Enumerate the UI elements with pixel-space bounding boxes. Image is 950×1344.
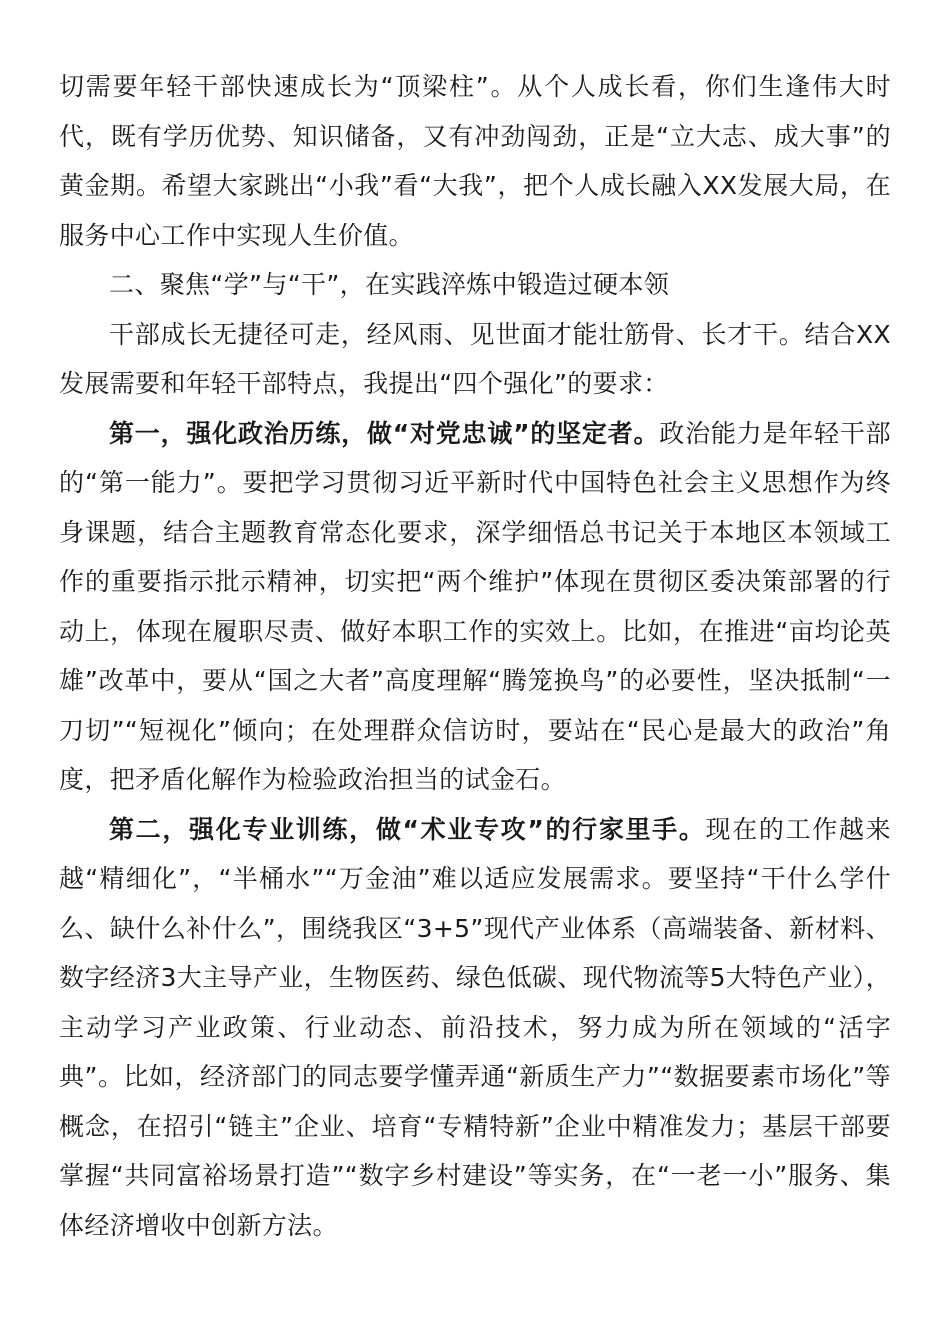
document-body [59,62,891,1250]
section-heading-2-text: 二、聚焦“学”与“干”，在实践淬炼中锻造过硬本领 [109,270,670,299]
paragraph-5-text: 现在的工作越来越“精细化”，“半桶水”“万金油”难以适应发展需求。要坚持“干什么学什么、缺什么补什么”，围绕我区“3+5”现代产业体系（高端装备、新材料、数字经济3大主导产业，生物医药、绿色低碳、现代物流等5大特色产业），主动学习产业政策、行业动态、前沿技术，努力成为所在领域的“活字典”。比如，经济部门的同志要学懂弄通“新质生产力”“数据要素市场化”等概念，在招引“链主”企业、培育“专精特新”企业中精准发力；基层干部要掌握“共同富裕场景打造”“数字乡村建设”等实务，在“一老一小”服务、集体经济增收中创新方法。 [59,814,891,1240]
paragraph-4-text: 政治能力是年轻干部的“第一能力”。要把学习贯彻习近平新时代中国特色社会主义思想作为终身课题，结合主题教育常态化要求，深学细悟总书记关于本地区本领域工作的重要指示批示精神，切实把“两个维护”体现在贯彻区委决策部署的行动上，体现在履职尽责、做好本职工作的实效上。比如，在推进“亩均论英雄”改革中，要从“国之大者”高度理解“腾笼换鸟”的必要性，坚决抵制“一刀切”“短视化”倾向；在处理群众信访时，要站在“民心是最大的政治”角度，把矛盾化解作为检验政治担当的试金石。 [59,418,891,794]
section-heading-2 [59,260,891,310]
paragraph-5 [59,805,891,1251]
paragraph-1 [59,62,891,260]
paragraph-4-lead: 第一，强化政治历练，做“对党忠诚”的坚定者。 [109,418,660,448]
paragraph-3-text: 干部成长无捷径可走，经风雨、见世面才能壮筋骨、长才干。结合XX发展需要和年轻干部特点，我提出“四个强化”的要求： [59,319,891,398]
paragraph-1-text: 切需要年轻干部快速成长为“顶梁柱”。从个人成长看，你们生逢伟大时代，既有学历优势、知识储备，又有冲劲闯劲，正是“立大志、成大事”的黄金期。希望大家跳出“小我”看“大我”，把个人成长融入XX发展大局，在服务中心工作中实现人生价值。 [59,72,891,250]
paragraph-3 [59,310,891,409]
paragraph-4 [59,409,891,805]
paragraph-5-lead: 第二，强化专业训练，做“术业专攻”的行家里手。 [109,814,706,844]
